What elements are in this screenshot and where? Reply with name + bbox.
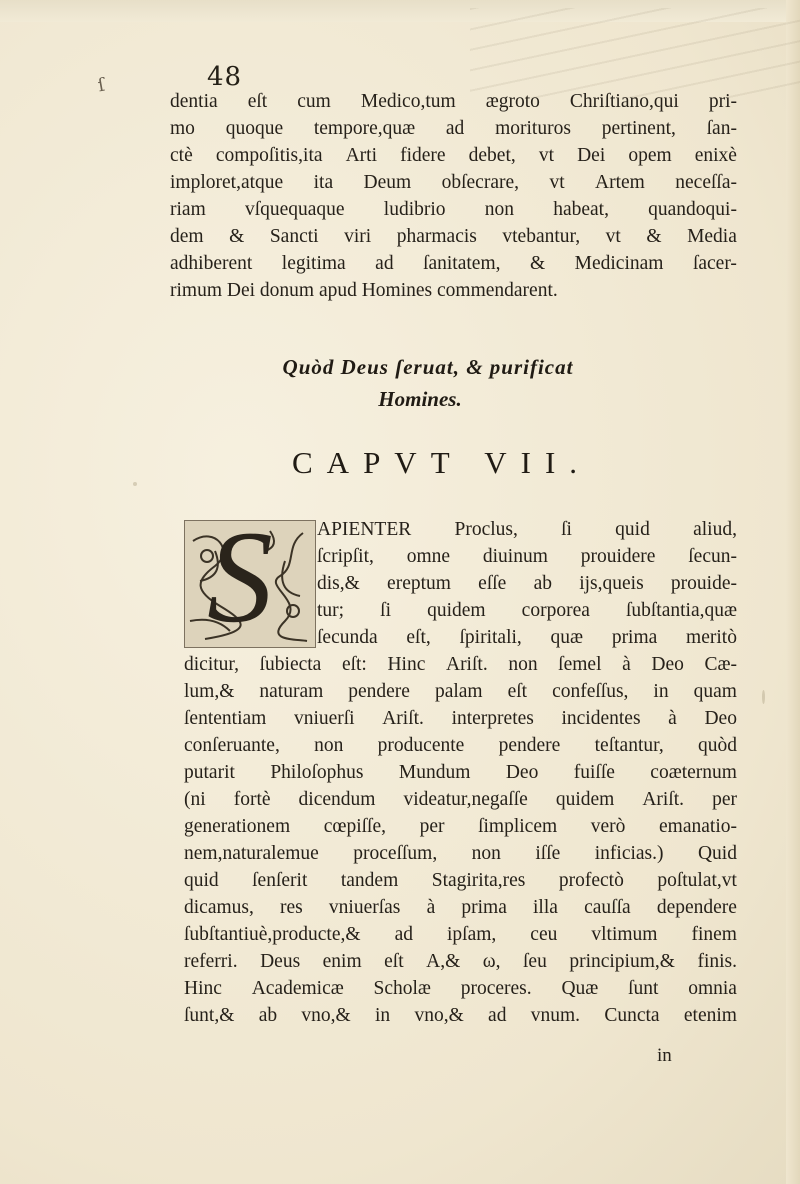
word: à bbox=[622, 654, 631, 675]
text-line: rimum Dei donum apud Homines commendarent. bbox=[170, 280, 558, 301]
word: quidem bbox=[427, 600, 486, 621]
text-line bbox=[317, 570, 737, 597]
word: ſententiam bbox=[184, 708, 267, 729]
word: corporea bbox=[521, 600, 590, 621]
word: Ariſt. bbox=[445, 654, 488, 675]
word: Quæ bbox=[561, 978, 599, 999]
word: compoſitis,ita bbox=[215, 145, 323, 166]
word: prima bbox=[461, 897, 507, 918]
word: dicendum bbox=[298, 789, 376, 810]
word: Dei bbox=[577, 145, 606, 166]
text-line bbox=[184, 975, 737, 1002]
word: Sancti bbox=[269, 226, 319, 247]
word: quòd bbox=[698, 735, 737, 756]
word: cauſſa bbox=[584, 897, 631, 918]
text-line bbox=[184, 705, 737, 732]
word: finis. bbox=[697, 951, 737, 972]
word: non bbox=[484, 199, 514, 220]
word: ſecun- bbox=[688, 546, 737, 567]
word: Cuncta bbox=[604, 1005, 660, 1026]
word: proceres. bbox=[460, 978, 532, 999]
text-line bbox=[184, 759, 737, 786]
word: riam bbox=[170, 199, 206, 220]
word: incidentes bbox=[561, 708, 641, 729]
word: Scholæ bbox=[373, 978, 431, 999]
word: emanatio- bbox=[659, 816, 737, 837]
word: ſubſtantia,quæ bbox=[625, 600, 737, 621]
word: Chriſtiano,qui bbox=[569, 91, 679, 112]
decorated-initial bbox=[184, 520, 316, 648]
word: Arti bbox=[345, 145, 378, 166]
word: debet, bbox=[468, 145, 516, 166]
word: palam bbox=[434, 681, 483, 702]
word: prima bbox=[611, 627, 658, 648]
word: vno,& bbox=[414, 1005, 464, 1026]
drop-cap-letter: S bbox=[207, 520, 273, 648]
paragraph-initial bbox=[317, 516, 737, 651]
word: & bbox=[229, 226, 245, 247]
text-line bbox=[170, 88, 737, 115]
word: conſeruante, bbox=[184, 735, 280, 756]
text-line bbox=[170, 142, 737, 169]
text-line bbox=[184, 867, 737, 894]
word: pertinent, bbox=[601, 118, 676, 139]
word: mo bbox=[170, 118, 195, 139]
word: Academicæ bbox=[251, 978, 344, 999]
word: profectò bbox=[558, 870, 624, 891]
text-line bbox=[184, 651, 737, 678]
word: à bbox=[668, 708, 677, 729]
margin-mark: ſ bbox=[96, 74, 107, 97]
text-line bbox=[184, 732, 737, 759]
ink-spot bbox=[133, 482, 137, 486]
word: ſimplicem bbox=[478, 816, 558, 837]
word: A,& bbox=[426, 951, 461, 972]
word: ſecunda bbox=[317, 627, 378, 648]
word: ſubſtantiuè,producte,& bbox=[184, 924, 361, 945]
page-right-edge bbox=[786, 0, 800, 1184]
word: vſquequaque bbox=[244, 199, 345, 220]
word: non bbox=[508, 654, 538, 675]
word: Media bbox=[687, 226, 737, 247]
word: per bbox=[712, 789, 737, 810]
word: vniuerſas bbox=[328, 897, 401, 918]
word: ad bbox=[445, 118, 465, 139]
word: vno,& bbox=[301, 1005, 351, 1026]
word: etenim bbox=[683, 1005, 737, 1026]
word: naturam bbox=[259, 681, 324, 702]
section-subtitle-line-2: Homines. bbox=[378, 387, 462, 411]
word: tur; bbox=[317, 600, 345, 621]
word: diuinum bbox=[482, 546, 548, 567]
word: ſan- bbox=[706, 118, 737, 139]
word: opem bbox=[628, 145, 672, 166]
text-line bbox=[184, 813, 737, 840]
word: ab bbox=[258, 1005, 278, 1026]
word: putarit bbox=[184, 762, 235, 783]
word: ijs,queis bbox=[579, 573, 644, 594]
word: generationem bbox=[184, 816, 291, 837]
word: Deo bbox=[651, 654, 684, 675]
word: vt bbox=[605, 226, 621, 247]
word: inficias.) bbox=[594, 843, 664, 864]
word: ſacer- bbox=[692, 253, 737, 274]
word: vnum. bbox=[530, 1005, 581, 1026]
text-line bbox=[317, 624, 737, 651]
word: habeat, bbox=[553, 199, 609, 220]
text-line bbox=[184, 1002, 737, 1029]
word: ludibrio bbox=[383, 199, 446, 220]
text-line bbox=[170, 223, 737, 250]
word: ſemel bbox=[558, 654, 602, 675]
word: ſeu bbox=[523, 951, 547, 972]
word: per bbox=[419, 816, 445, 837]
text-line bbox=[184, 678, 737, 705]
word: Hinc bbox=[387, 654, 426, 675]
show-through-texture bbox=[470, 8, 800, 98]
word: legitima bbox=[281, 253, 346, 274]
word: pendere bbox=[348, 681, 410, 702]
word: lum,& bbox=[184, 681, 235, 702]
word: fidere bbox=[400, 145, 446, 166]
word: Cæ- bbox=[704, 654, 737, 675]
text-line bbox=[170, 169, 737, 196]
word: Deo bbox=[704, 708, 737, 729]
word: ab bbox=[533, 573, 552, 594]
word: quid bbox=[184, 870, 219, 891]
paragraph-body bbox=[184, 651, 737, 1029]
word: eſt: bbox=[341, 654, 367, 675]
word: ceu bbox=[530, 924, 558, 945]
word: proceſſum, bbox=[353, 843, 438, 864]
word: Ariſt. bbox=[642, 789, 685, 810]
word: res bbox=[280, 897, 303, 918]
word: ad bbox=[375, 253, 394, 274]
word: verò bbox=[590, 816, 626, 837]
word: illa bbox=[533, 897, 558, 918]
word: vt bbox=[549, 172, 565, 193]
word: morituros bbox=[495, 118, 571, 139]
word: prouidere bbox=[580, 546, 656, 567]
word: viri bbox=[344, 226, 372, 247]
word: vniuerſi bbox=[293, 708, 355, 729]
text-line bbox=[184, 921, 737, 948]
text-line bbox=[170, 250, 737, 277]
word: (ni bbox=[184, 789, 206, 810]
word: nem,naturalemue bbox=[184, 843, 319, 864]
text-line bbox=[184, 840, 737, 867]
word: videatur,negaſſe bbox=[403, 789, 528, 810]
word: ſanitatem, bbox=[423, 253, 501, 274]
word: neceſſa- bbox=[675, 172, 737, 193]
word: eſt bbox=[384, 951, 404, 972]
word: quandoqui- bbox=[648, 199, 737, 220]
word: in bbox=[653, 681, 669, 702]
word: eſt bbox=[247, 91, 268, 112]
word: finem bbox=[691, 924, 737, 945]
word: ſpiritali, bbox=[459, 627, 522, 648]
word: Medico,tum bbox=[360, 91, 456, 112]
chapter-heading: CAPVT VII. bbox=[292, 445, 592, 480]
word: eſt, bbox=[406, 627, 431, 648]
word: cum bbox=[297, 91, 331, 112]
word: ctè bbox=[170, 145, 193, 166]
word: obſecrare, bbox=[441, 172, 520, 193]
word: Deo bbox=[505, 762, 539, 783]
page-number: 48 bbox=[207, 62, 243, 92]
word: Deum bbox=[363, 172, 412, 193]
word: omnia bbox=[688, 978, 737, 999]
word: meritò bbox=[686, 627, 737, 648]
word: Medicinam bbox=[574, 253, 664, 274]
word: ω, bbox=[482, 951, 501, 972]
word: dem bbox=[170, 226, 204, 247]
word: prouide- bbox=[670, 573, 737, 594]
word: tempore,quæ bbox=[313, 118, 416, 139]
word: confeſſus, bbox=[552, 681, 629, 702]
word: vtebantur, bbox=[502, 226, 581, 247]
text-line bbox=[170, 196, 737, 223]
word: pri- bbox=[708, 91, 737, 112]
word: pendere bbox=[498, 735, 561, 756]
word: iſſe bbox=[535, 843, 561, 864]
word: in bbox=[374, 1005, 391, 1026]
word: Stagirita,res bbox=[431, 870, 526, 891]
text-line bbox=[170, 115, 737, 142]
word: pharmacis bbox=[396, 226, 477, 247]
word: ſi bbox=[380, 600, 392, 621]
word: Hinc bbox=[184, 978, 222, 999]
word: quoque bbox=[225, 118, 284, 139]
word: ſubiecta bbox=[259, 654, 322, 675]
text-line bbox=[317, 516, 737, 543]
word: Proclus, bbox=[454, 519, 518, 540]
word: producente bbox=[377, 735, 465, 756]
word: non bbox=[471, 843, 501, 864]
word: dis,& bbox=[317, 573, 360, 594]
word: à bbox=[426, 897, 436, 918]
word: cœpiſſe, bbox=[323, 816, 386, 837]
word: ita bbox=[313, 172, 334, 193]
word: teſtantur, bbox=[594, 735, 664, 756]
word: Philoſophus bbox=[270, 762, 364, 783]
word: poſtulat,vt bbox=[657, 870, 737, 891]
word: quæ bbox=[550, 627, 584, 648]
word: quid bbox=[615, 519, 650, 540]
word: ipſam, bbox=[446, 924, 497, 945]
word: tandem bbox=[340, 870, 399, 891]
word: coæternum bbox=[650, 762, 737, 783]
paragraph-top bbox=[170, 88, 737, 304]
word: ad bbox=[488, 1005, 507, 1026]
word: Ariſt. bbox=[382, 708, 424, 729]
ink-spot bbox=[762, 690, 765, 704]
section-subtitle-line-1: Quòd Deus ſeruat, & purificat bbox=[282, 355, 574, 379]
word: APIENTER bbox=[317, 519, 412, 540]
word: adhiberent bbox=[170, 253, 253, 274]
word: omne bbox=[406, 546, 451, 567]
word: & bbox=[646, 226, 662, 247]
word: interpretes bbox=[451, 708, 534, 729]
word: quam bbox=[693, 681, 737, 702]
word: quidem bbox=[555, 789, 615, 810]
word: ſenſerit bbox=[252, 870, 308, 891]
word: referri. bbox=[184, 951, 238, 972]
word: & bbox=[529, 253, 546, 274]
word: Quid bbox=[697, 843, 737, 864]
word: vltimum bbox=[591, 924, 658, 945]
word: enim bbox=[322, 951, 362, 972]
word: Deus bbox=[260, 951, 301, 972]
catchword: in bbox=[657, 1045, 672, 1066]
word: ſi bbox=[561, 519, 572, 540]
word: dependere bbox=[656, 897, 737, 918]
word: ad bbox=[394, 924, 413, 945]
text-line bbox=[317, 597, 737, 624]
text-line bbox=[184, 894, 737, 921]
word: vt bbox=[538, 145, 554, 166]
text-line bbox=[184, 786, 737, 813]
text-line bbox=[317, 543, 737, 570]
word: fortè bbox=[233, 789, 271, 810]
word: imploret,atque bbox=[170, 172, 284, 193]
word: ſcripſit, bbox=[317, 546, 374, 567]
word: ægroto bbox=[485, 91, 540, 112]
word: principium,& bbox=[569, 951, 675, 972]
text-line bbox=[184, 948, 737, 975]
word: eſt bbox=[507, 681, 528, 702]
word: dicitur, bbox=[184, 654, 239, 675]
word: eſſe bbox=[478, 573, 507, 594]
word: aliud, bbox=[693, 519, 737, 540]
word: fuiſſe bbox=[573, 762, 615, 783]
word: ſunt bbox=[628, 978, 659, 999]
word: Mundum bbox=[398, 762, 471, 783]
word: Artem bbox=[595, 172, 645, 193]
word: non bbox=[314, 735, 344, 756]
word: ereptum bbox=[387, 573, 451, 594]
word: dicamus, bbox=[184, 897, 254, 918]
word: enixè bbox=[694, 145, 737, 166]
word: dentia bbox=[170, 91, 218, 112]
word: ſunt,& bbox=[184, 1005, 235, 1026]
